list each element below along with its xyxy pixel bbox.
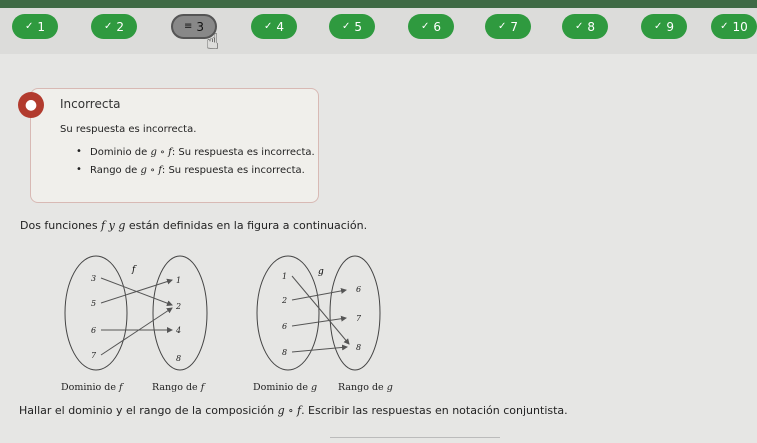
question-number: 5 bbox=[354, 19, 363, 34]
g-domain-value: 6 bbox=[282, 322, 288, 331]
f-domain-value: 5 bbox=[91, 299, 97, 308]
feedback-item-math: g ∘ f bbox=[140, 165, 162, 176]
check-icon: ✓ bbox=[341, 21, 351, 32]
f-range-value: 8 bbox=[176, 354, 182, 363]
f-domain-value: 6 bbox=[91, 326, 97, 335]
question-number: 1 bbox=[37, 19, 46, 34]
caption-math: g bbox=[386, 382, 393, 393]
question-number: 8 bbox=[587, 19, 596, 34]
g-arrow bbox=[292, 276, 349, 344]
f-domain-value: 3 bbox=[91, 274, 97, 283]
caption-math: f bbox=[119, 382, 123, 393]
f-range-caption bbox=[152, 382, 204, 393]
question-number: 3 bbox=[196, 19, 205, 34]
intro-math: f y g bbox=[101, 219, 126, 232]
caption-text: Rango de bbox=[152, 382, 201, 393]
check-icon: ✓ bbox=[103, 21, 113, 32]
g-domain-value: 1 bbox=[282, 272, 288, 281]
g-arrows bbox=[292, 276, 349, 352]
f-function-label: f bbox=[132, 265, 136, 275]
f-mapping-diagram bbox=[65, 256, 207, 370]
g-range-value: 8 bbox=[356, 343, 362, 352]
f-range-value: 1 bbox=[176, 276, 182, 285]
intro-text-end: están definidas en la figura a continuación. bbox=[125, 219, 368, 232]
problem-question bbox=[19, 404, 568, 417]
feedback-item-text: : Su respuesta es incorrecta. bbox=[171, 147, 315, 158]
feedback-item-label: Rango de bbox=[90, 165, 141, 176]
f-domain-value: 7 bbox=[91, 351, 97, 360]
current-marker-icon: ≡ bbox=[183, 21, 193, 32]
intro-text: Dos funciones bbox=[20, 219, 102, 232]
question-text: Hallar el dominio y el rango de la composición bbox=[19, 404, 278, 417]
question-math: g ∘ f bbox=[277, 404, 302, 417]
question-number: 4 bbox=[276, 19, 285, 34]
check-icon: ✓ bbox=[653, 21, 663, 32]
caption-text: Dominio de bbox=[253, 382, 312, 393]
f-arrows bbox=[101, 278, 172, 355]
caption-text: Dominio de bbox=[61, 382, 120, 393]
caption-text: Rango de bbox=[338, 382, 387, 393]
caption-math: f bbox=[200, 382, 205, 393]
feedback-item-label: Dominio de bbox=[90, 147, 151, 158]
question-number: 10 bbox=[732, 19, 748, 34]
question-number: 9 bbox=[666, 19, 675, 34]
f-range-value: 2 bbox=[176, 302, 182, 311]
g-domain-oval bbox=[257, 256, 319, 370]
question-number: 7 bbox=[510, 19, 519, 34]
check-icon: ✓ bbox=[24, 21, 34, 32]
check-icon: ✓ bbox=[574, 21, 584, 32]
caption-math: g bbox=[311, 382, 318, 393]
check-icon: ✓ bbox=[497, 21, 507, 32]
feedback-item-math: g ∘ f bbox=[150, 147, 172, 158]
g-arrow bbox=[292, 290, 346, 300]
g-range-caption bbox=[338, 382, 393, 393]
check-icon: ✓ bbox=[720, 21, 729, 32]
g-mapping-diagram bbox=[257, 256, 380, 370]
feedback-item-text: : Su respuesta es incorrecta. bbox=[161, 165, 305, 176]
feedback-message: Su respuesta es incorrecta. bbox=[60, 124, 197, 135]
question-number: 6 bbox=[433, 19, 442, 34]
g-range-oval bbox=[330, 256, 380, 370]
g-arrow bbox=[292, 347, 347, 352]
f-arrow bbox=[101, 280, 172, 303]
feedback-title: Incorrecta bbox=[60, 97, 121, 111]
f-range-oval bbox=[153, 256, 207, 370]
check-icon: ✓ bbox=[420, 21, 430, 32]
g-domain-caption bbox=[253, 382, 317, 393]
g-domain-value: 2 bbox=[282, 296, 288, 305]
feedback-status-icon: ● bbox=[18, 92, 44, 118]
f-domain-caption bbox=[61, 382, 123, 393]
g-domain-value: 8 bbox=[282, 348, 288, 357]
g-function-label: g bbox=[318, 267, 324, 277]
g-range-value: 7 bbox=[356, 314, 362, 323]
f-range-value: 4 bbox=[176, 326, 182, 335]
check-icon: ✓ bbox=[263, 21, 273, 32]
g-range-value: 6 bbox=[356, 285, 362, 294]
question-number: 2 bbox=[116, 19, 125, 34]
hand-cursor-icon: ☝ bbox=[206, 30, 220, 55]
f-arrow bbox=[101, 308, 172, 355]
question-text-end: . Escribir las respuestas en notación conjuntista. bbox=[301, 404, 568, 417]
answer-area[interactable] bbox=[330, 437, 500, 438]
